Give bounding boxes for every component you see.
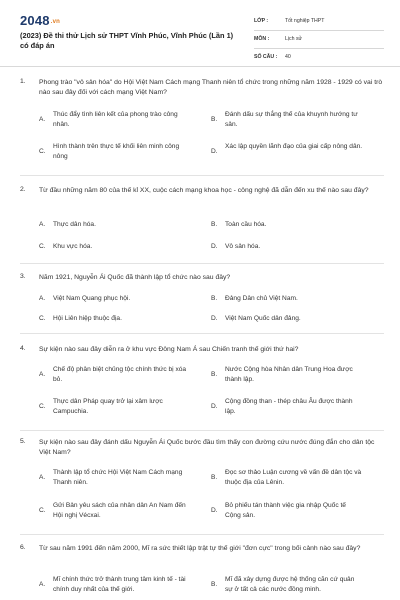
option-text: Đánh dấu sự thắng thế của khuynh hướng tư sản. bbox=[225, 111, 358, 128]
meta-count-row bbox=[254, 52, 384, 67]
question-divider bbox=[20, 263, 384, 264]
meta-count-value: 40 bbox=[285, 54, 291, 60]
option-letter: B. bbox=[211, 581, 218, 588]
document-header bbox=[0, 0, 400, 62]
option-letter: D. bbox=[211, 507, 218, 514]
option-letter: B. bbox=[211, 221, 218, 228]
option-text: Gửi Bản yêu sách của nhân dân An Nam đến Hội nghị Vécxai. bbox=[53, 502, 186, 519]
logo-suffix: .vn bbox=[50, 19, 61, 25]
option-letter: D. bbox=[211, 148, 218, 155]
document-meta bbox=[254, 16, 384, 70]
option-text: Hội Liên hiệp thuộc địa. bbox=[53, 315, 122, 322]
question-number: 3. bbox=[20, 273, 26, 280]
option-text: Việt Nam Quốc dân đảng. bbox=[225, 315, 301, 322]
question-text: Sự kiện nào sau đây diễn ra ở khu vực Đông Nam Á sau Chiến tranh thế giới thứ hai? bbox=[39, 346, 299, 353]
option-text: Chế độ phân biệt chủng tộc chính thức bị xóa bỏ. bbox=[53, 366, 187, 383]
option-text: Thành lập tổ chức Hội Việt Nam Cách mạng Thanh niên. bbox=[53, 469, 183, 486]
option-letter: C. bbox=[39, 315, 46, 322]
question-divider bbox=[20, 333, 384, 334]
site-logo[interactable] bbox=[20, 13, 60, 28]
option-text: Xác lập quyền lãnh đạo của giai cấp nông dân. bbox=[225, 143, 363, 150]
question-divider bbox=[20, 175, 384, 176]
option-text: Mĩ đã xây dựng được hệ thống căn cứ quân sự ở tất cả các nước đồng minh. bbox=[225, 576, 355, 593]
question-text: Từ sau năm 1991 đến năm 2000, Mĩ ra sức thiết lập trật tự thế giới "đơn cực" trong bối cảnh nào sau đây? bbox=[39, 545, 361, 552]
question-text: Năm 1921, Nguyễn Ái Quốc đã thành lập tổ chức nào sau đây? bbox=[39, 274, 231, 281]
option-letter: C. bbox=[39, 243, 46, 250]
question-text: Sự kiện nào sau đây đánh dấu Nguyễn Ái Quốc bước đầu tìm thấy con đường cứu nước đúng đắn cho dân tộc Việt Nam? bbox=[39, 439, 375, 456]
option-text: Thực dân Pháp quay trở lại xâm lược Campuchia. bbox=[53, 398, 163, 415]
question-number: 2. bbox=[20, 186, 26, 193]
question-number: 4. bbox=[20, 345, 26, 352]
header-divider bbox=[0, 66, 400, 67]
logo-text: 2048 bbox=[20, 13, 50, 28]
option-text: Mĩ chính thức trở thành trung tâm kinh tế - tài chính duy nhất của thế giới. bbox=[53, 576, 186, 593]
option-letter: A. bbox=[39, 295, 46, 302]
option-text: Thúc đẩy tình liên kết của phong trào công nhân. bbox=[53, 111, 178, 128]
question-divider bbox=[20, 430, 384, 431]
option-letter: B. bbox=[211, 116, 218, 123]
question-number: 6. bbox=[20, 544, 26, 551]
option-text: Cộng đồng than - thép châu Âu được thành lập. bbox=[225, 398, 353, 415]
option-text: Vô sản hóa. bbox=[225, 243, 261, 250]
option-text: Thực dân hóa. bbox=[53, 221, 96, 228]
document-title: (2023) Đề thi thử Lịch sử THPT Vĩnh Phúc, Vĩnh Phúc (Lần 1) có đáp án bbox=[20, 31, 234, 50]
meta-count-label: SỐ CÂU : bbox=[254, 54, 278, 60]
option-letter: A. bbox=[39, 116, 46, 123]
question-text: Phong trào "vô sản hóa" do Hội Việt Nam Cách mạng Thanh niên tổ chức trong những năm 1928 - 1929 có vai trò nào sau đây đối với cách mạng Việt Nam? bbox=[39, 79, 383, 96]
option-letter: D. bbox=[211, 243, 218, 250]
option-letter: C. bbox=[39, 148, 46, 155]
meta-subject-label: MÔN : bbox=[254, 36, 270, 42]
option-text: Khu vực hóa. bbox=[53, 243, 93, 250]
question-text: Từ đầu những năm 80 của thế kỉ XX, cuộc cách mạng khoa học - công nghệ đã dẫn đến xu thế nào sau đây? bbox=[39, 187, 369, 194]
option-text: Việt Nam Quang phục hội. bbox=[53, 295, 131, 302]
meta-class-row bbox=[254, 16, 384, 31]
option-letter: C. bbox=[39, 507, 46, 514]
option-letter: B. bbox=[211, 295, 218, 302]
option-letter: A. bbox=[39, 474, 46, 481]
option-text: Đảng Dân chủ Việt Nam. bbox=[225, 295, 298, 302]
option-letter: C. bbox=[39, 403, 46, 410]
meta-class-label: LỚP : bbox=[254, 18, 269, 24]
meta-class-value: Tốt nghiệp THPT bbox=[285, 18, 325, 24]
meta-subject-row bbox=[254, 34, 384, 49]
option-letter: D. bbox=[211, 315, 218, 322]
question-divider bbox=[20, 534, 384, 535]
meta-subject-value: Lịch sử bbox=[285, 36, 303, 42]
option-text: Đọc sơ thảo Luận cương về vấn đề dân tộc và thuộc địa của Lênin. bbox=[225, 469, 362, 486]
option-letter: A. bbox=[39, 371, 46, 378]
option-letter: A. bbox=[39, 581, 46, 588]
question-number: 5. bbox=[20, 438, 26, 445]
option-letter: B. bbox=[211, 371, 218, 378]
question-number: 1. bbox=[20, 78, 26, 85]
option-text: Bỏ phiếu tán thành việc gia nhập Quốc tế Cộng sản. bbox=[225, 502, 346, 519]
option-text: Hình thành trên thực tế khối liên minh công nông bbox=[53, 143, 180, 160]
option-letter: A. bbox=[39, 221, 46, 228]
option-text: Nước Cộng hòa Nhân dân Trung Hoa được thành lập. bbox=[225, 366, 353, 383]
option-letter: B. bbox=[211, 474, 218, 481]
option-text: Toàn cầu hóa. bbox=[225, 221, 267, 228]
option-letter: D. bbox=[211, 403, 218, 410]
